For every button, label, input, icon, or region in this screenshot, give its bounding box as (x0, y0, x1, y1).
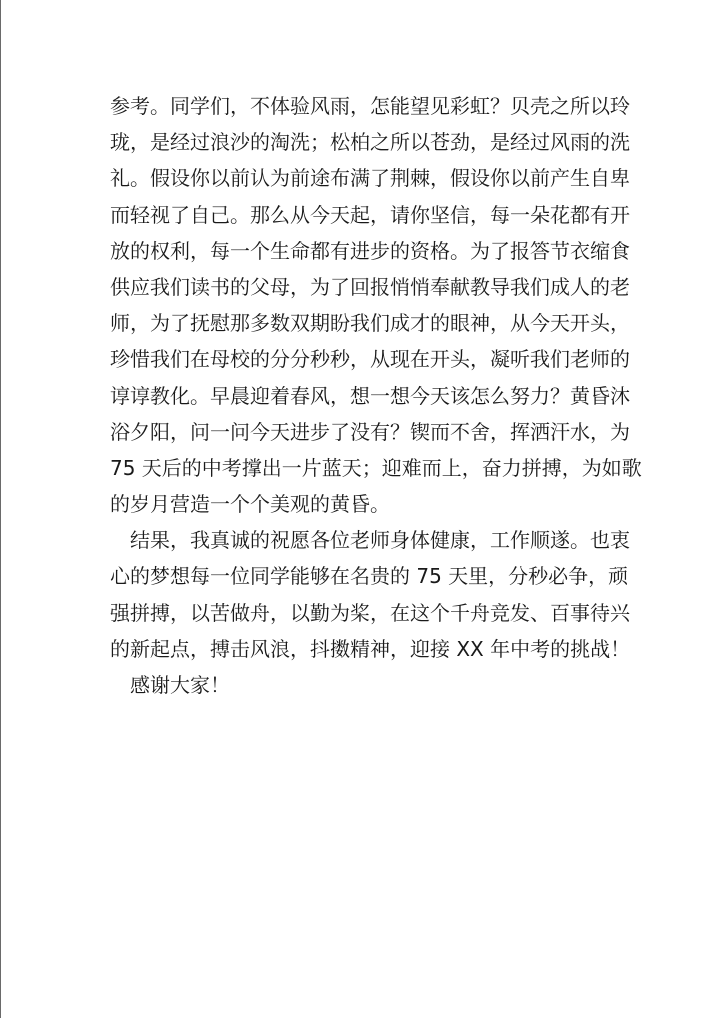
text-line: 的岁月营造一个个美观的黄昏。 (110, 492, 390, 517)
text-line: 珍惜我们在母校的分分秒秒，从现在开头，凝听我们老师的 (110, 347, 630, 372)
text-line: 感谢大家！ (130, 673, 230, 697)
text-line: 师，为了抚慰那多数双期盼我们成才的眼神，从今天开头， (110, 311, 630, 336)
paragraph-1 (110, 88, 642, 522)
text-line: 供应我们读书的父母，为了回报悄悄奉献教导我们成人的老 (110, 274, 630, 299)
document-body (110, 88, 642, 703)
text-line: 而轻视了自己。那么从今天起，请你坚信，每一朵花都有开 (110, 202, 630, 227)
text-line: 放的权利，每一个生命都有进步的资格。为了报答节衣缩食 (110, 238, 630, 263)
text-line: 的新起点，搏击风浪，抖擞精神，迎接 XX 年中考的挑战！ (110, 636, 631, 661)
text-line: 礼。假设你以前认为前途布满了荆棘，假设你以前产生自卑 (110, 166, 630, 191)
text-line: 谆谆教化。早晨迎着春风，想一想今天该怎么努力？黄昏沐 (110, 383, 630, 408)
text-line: 强拼搏，以苦做舟，以勤为桨，在这个千舟竞发、百事待兴 (110, 600, 630, 625)
text-line: 珑，是经过浪沙的淘洗；松柏之所以苍劲，是经过风雨的洗 (110, 130, 630, 155)
paragraph-2 (110, 522, 631, 667)
text-line: 浴夕阳，问一问今天进步了没有？锲而不舍，挥洒汗水，为 (110, 419, 630, 444)
text-line: 心的梦想每一位同学能够在名贵的 75 天里，分秒必争，顽 (110, 564, 629, 589)
text-line: 参考。同学们，不体验风雨，怎能望见彩虹？贝壳之所以玲 (110, 94, 630, 118)
text-line: 结果，我真诚的祝愿各位老师身体健康，工作顺遂。也衷 (130, 528, 630, 553)
text-line: 75 天后的中考撑出一片蓝天；迎难而上，奋力拼搏，为如歌 (110, 455, 642, 480)
paragraph-3 (110, 667, 620, 703)
